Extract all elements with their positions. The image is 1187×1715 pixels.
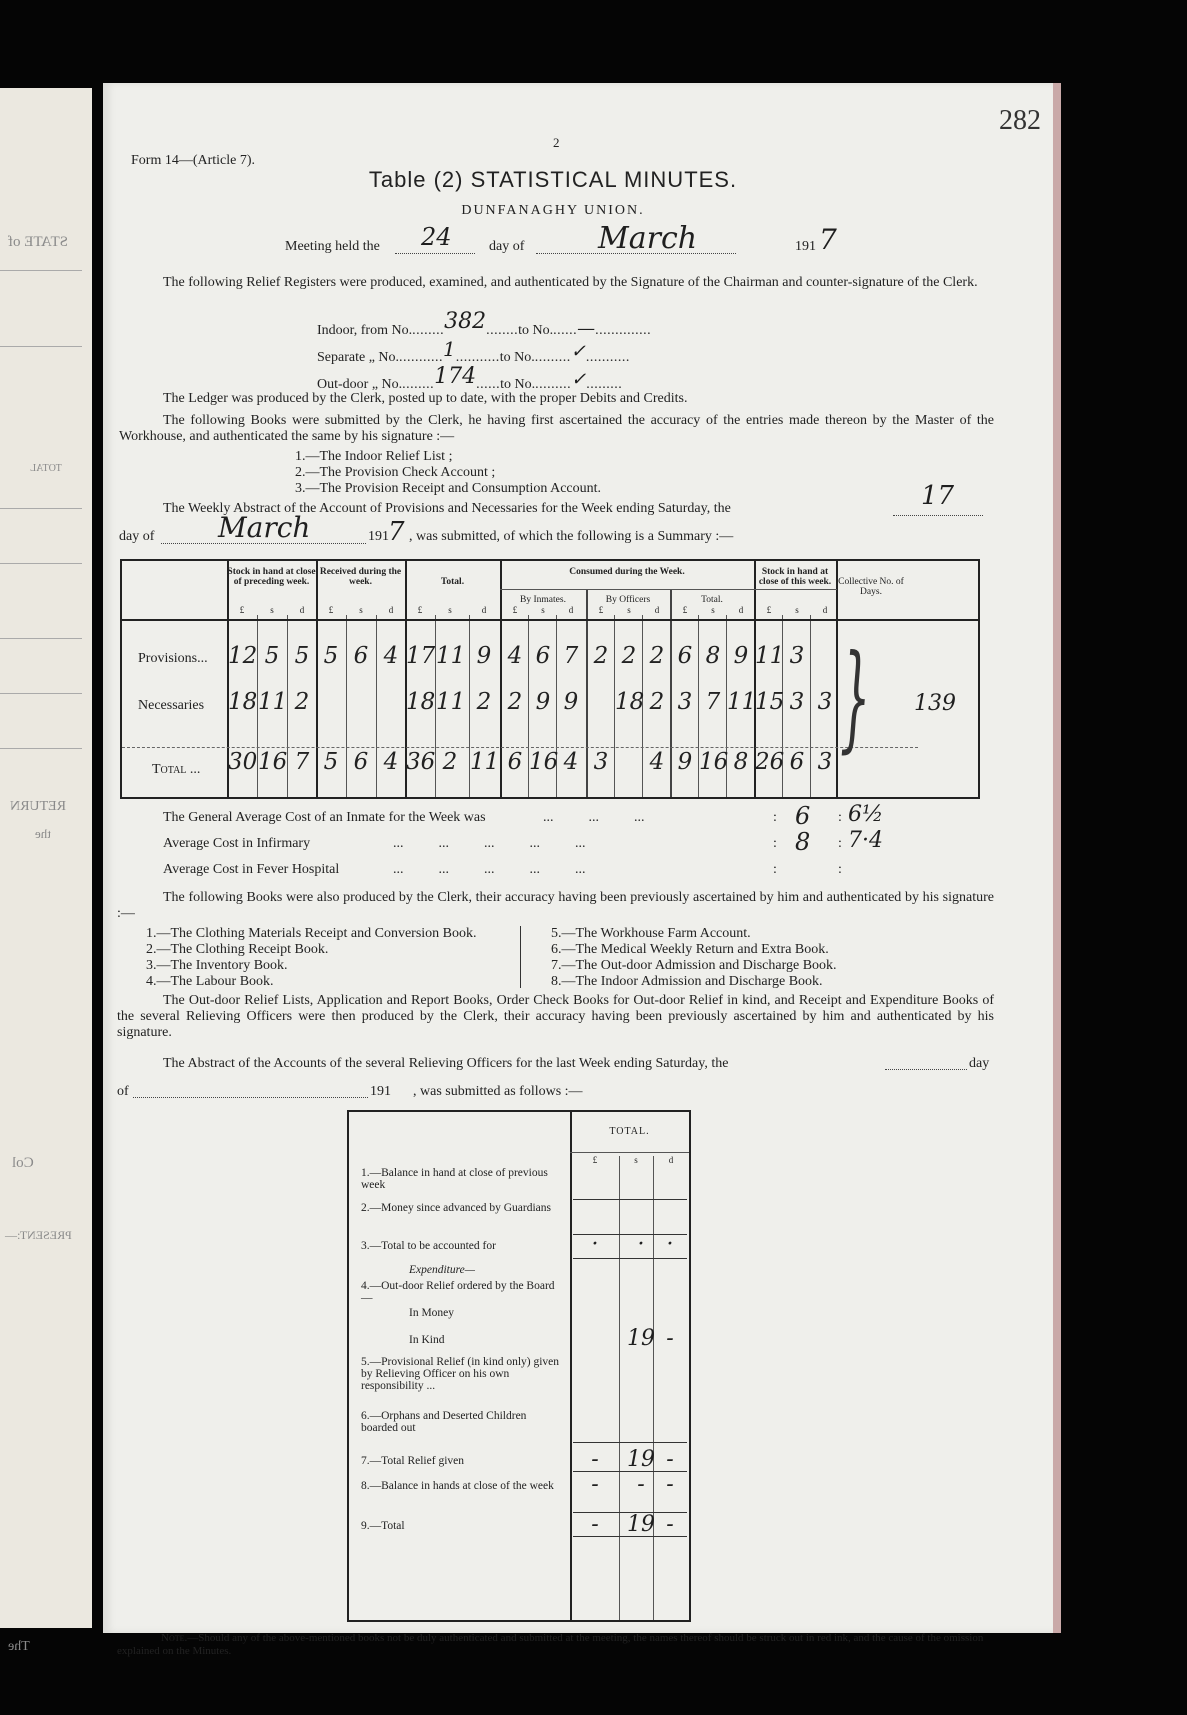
table-cell: 16 xyxy=(258,749,288,775)
accounts-row-label: 9.—Total xyxy=(361,1520,405,1532)
average-general-d: 6½ xyxy=(848,802,884,827)
table-cell: 5 xyxy=(323,749,339,775)
table-cell: 30 xyxy=(228,749,258,775)
page-number: 282 xyxy=(999,105,1041,136)
list-item: 4.—The Labour Book. xyxy=(146,974,274,989)
average-general-label: The General Average Cost of an Inmate for the Week was xyxy=(163,810,486,825)
table-cell: 6 xyxy=(353,643,369,669)
header-by-inmates: By Inmates. xyxy=(520,595,566,605)
table-cell: 17 xyxy=(406,643,436,669)
register-indoor-from: 382 xyxy=(444,309,487,334)
table-cell: 4 xyxy=(383,643,399,669)
average-infirmary-s: 8 xyxy=(795,828,811,856)
average-infirmary-d: 7·4 xyxy=(848,828,883,853)
meeting-day: 24 xyxy=(421,223,452,251)
table-cell: 9 xyxy=(563,689,579,715)
unit-label: £ xyxy=(512,605,518,615)
form-label: Form 14—(Article 7). xyxy=(131,153,256,168)
header-stock-close: Stock in hand at close of this week. xyxy=(758,567,832,587)
books-clerk-left xyxy=(146,926,477,990)
prev-heading: STATE of xyxy=(8,234,69,250)
accounts-row-label: 4.—Out-door Relief ordered by the Board— xyxy=(361,1280,555,1304)
table-cell: 8 xyxy=(705,643,721,669)
footnote-prefix: Note. xyxy=(161,1632,188,1644)
unit-label: d xyxy=(654,605,660,615)
meeting-year-prefix: 191 xyxy=(795,239,816,254)
table-cell: 4 xyxy=(649,749,665,775)
register-indoor: Indoor, from No.........382........to No.......—.............. xyxy=(317,309,652,339)
meeting-month: March xyxy=(598,221,698,256)
list-item: 3.—The Inventory Book. xyxy=(146,958,288,973)
prev-col: Col xyxy=(12,1155,34,1171)
row-label-provisions: Provisions... xyxy=(138,651,208,666)
books-intro: The following Books were submitted by the Clerk, he having first ascertained the accuracy of the entries made thereon by the Master of the Workhouse, and authenticated the same by his signature :— xyxy=(119,413,994,444)
table-cell: 3 xyxy=(817,749,833,775)
table-cell: 7 xyxy=(563,643,579,669)
register-separate: Separate „ No............1...........to No..........✓........... xyxy=(317,337,630,365)
accounts-cell: · xyxy=(666,1232,674,1257)
list-item: 8.—The Indoor Admission and Discharge Book. xyxy=(551,974,823,989)
prev-present: PRESENT:— xyxy=(5,1228,72,1242)
brace-mark: } xyxy=(840,631,871,766)
table-cell: 9 xyxy=(733,643,749,669)
accounts-row-label: 2.—Money since advanced by Guardians xyxy=(361,1202,552,1214)
weekly-abstract-year-digit: 7 xyxy=(388,517,405,547)
accounts-rule xyxy=(573,1442,687,1443)
accounts-rule xyxy=(573,1536,687,1537)
table-cell: 6 xyxy=(535,643,551,669)
header-by-officers: By Officers xyxy=(605,595,651,605)
table-cell: 5 xyxy=(264,643,280,669)
table-cell: 9 xyxy=(476,643,492,669)
table-cell: 2 xyxy=(507,689,523,715)
prev-the-2: The xyxy=(8,1639,30,1654)
table-cell: 12 xyxy=(228,643,258,669)
table-cell: 15 xyxy=(755,689,785,715)
unit-label: £ xyxy=(417,605,423,615)
table-cell: 5 xyxy=(294,643,310,669)
unit-label: £ xyxy=(682,605,688,615)
table-cell: 3 xyxy=(817,689,833,715)
table-cell: 5 xyxy=(323,643,339,669)
ledger-text: The Ledger was produced by the Clerk, posted up to date, with the proper Debits and Credits. xyxy=(163,391,688,406)
weekly-abstract-year-prefix: 191 xyxy=(368,529,389,544)
average-fever-label: Average Cost in Fever Hospital xyxy=(163,862,340,877)
accounts-row-label: 5.—Provisional Relief (in kind only) given by Relieving Officer on his own responsibility ... xyxy=(361,1356,560,1392)
unit-label: s xyxy=(795,605,799,615)
prev-return: RETURN xyxy=(10,799,66,814)
accounts-table: TOTAL. £ s d 1.—Balance in hand at close of previous week 2.—Money since advanced by Guardians 3.—Total to be accounted for · · · Expenditure— 4.—Out-door Relief ordered by the Board— In Money In Kind 19 - 5.—Provisional Relief (in kind only) given by Relieving Officer on his own responsibility ... 6.—Orphans and Deserted Children boarded out 7.—Total Relief given - 19 - 8.—Balance in hands at close of the week - - - 9.—Total - 19 - xyxy=(347,1110,691,1622)
unit-label: d xyxy=(388,605,394,615)
prev-the: the xyxy=(35,826,51,841)
prev-total: TOTAL xyxy=(30,463,62,474)
table-cell: 6 xyxy=(789,749,805,775)
unit-label: d xyxy=(481,605,487,615)
footnote xyxy=(117,1632,1002,1658)
list-item: 7.—The Out-door Admission and Discharge Book. xyxy=(551,958,837,973)
average-infirmary-label: Average Cost in Infirmary xyxy=(163,836,311,851)
table-cell: 11 xyxy=(755,643,785,669)
list-item: 2.—The Provision Check Account ; xyxy=(295,465,496,480)
table-cell: 11 xyxy=(727,689,757,715)
table-cell: 3 xyxy=(677,689,693,715)
table-cell: 16 xyxy=(529,749,559,775)
list-item: 6.—The Medical Weekly Return and Extra Book. xyxy=(551,942,829,957)
accounts-cell: - xyxy=(591,1447,599,1472)
unit-label: s xyxy=(541,605,545,615)
accounts-cell: - xyxy=(666,1512,674,1537)
unit-label: £ xyxy=(328,605,334,615)
list-item: 1.—The Clothing Materials Receipt and Conversion Book. xyxy=(146,926,477,941)
table-cell: 11 xyxy=(436,689,466,715)
table-cell: 11 xyxy=(436,643,466,669)
table-cell: 11 xyxy=(470,749,500,775)
relieving-abstract-line1: The Abstract of the Accounts of the several Relieving Officers for the last Week ending Saturday, the xyxy=(163,1056,729,1071)
list-divider xyxy=(520,926,521,988)
accounts-row-label: 7.—Total Relief given xyxy=(361,1455,464,1467)
average-general-s: 6 xyxy=(795,802,811,830)
form-page: 282 2 Form 14—(Article 7). Table (2) STATISTICAL MINUTES. DUNFANAGHY UNION. Meeting held the 24 day of March 191 7 The following Relief Registers were produced, examined, and authenticated by the Signature of the Chairman and counter-signature of the Clerk. Indoor, from No.........382........to No.......—.............. Separate „ No............1...........to No..........✓........... Out-door „ No.........174......to No..........✓......... The Ledger was produced by the Clerk, posted up to date, with the proper Debits and Credits. The following Books were submitted by the Clerk, he having first ascertained the accuracy of the entries made thereon by the Master of the Workhouse, and authenticated the same by his signature :— 1.—The Indoor Relief List ; 2.—The Provision Check Account ; 3.—The Provision Receipt and Consumption Account. The Weekly Abstract of the Account of Provisions and Necessaries for the Week ending Saturday, the 17 day of March 191 7 , was submitted, of which the following is a Summary :— Stock in hand at close of preceding week. Received during the week. Total. Consumed during the Week. By Inmates. By Officers Total. Stock in hand at close of this week. Collective No. of Days. £ s d £ s d £ s d £ s d £ s d £ s d £ s d 12 5 5 5 6 4 17 11 9 4 6 7 2 2 2 6 8 9 11 3 18 11 2 18 11 2 2 9 9 18 2 3 7 11 15 3 3 30 16 7 5 6 4 36 2 11 6 16 4 3 4 9 16 8 26 6 3 Provisions... Necessaries Total ... } 139 The General Average Cost of an Inmate for the Week was ... ... ... : 6 : 6½ Average Cost in Infirmary ... ... ... ... ... : 8 : 7·4 Average Cost in Fever Hospital ... ... ... ... ... : : The following Books were also produced by the Clerk, their accuracy having been previously ascertained by him and authenticated by his signature :— 1.—The Clothing Materials Receipt and Conversion Book. 2.—The Clothing Receipt Book. 3.—The Inventory Book. 4.—The Labour Book. 5.—The Workhouse Farm Account. 6.—The Medical Weekly Return and Extra Book. 7.—The Out-door Admission and Discharge Book. 8.—The Indoor Admission and Discharge Book. The Out-door Relief Lists, Application and Report Books, Order Check Books for Out-door Relief in kind, and Receipt and Expenditure Books of the several Relieving Officers were then produced by the Clerk, their accuracy having been previously ascertained by him and authenticated by his signature. The Abstract of the Accounts of the several Relieving Officers for the last Week ending Saturday, the day of 191 , was submitted as follows :— TOTAL. £ s d 1.—Balance in hand at close of previous week 2.—Money since advanced by Guardians 3.—Total to be accounted for · · · Expenditure— 4.—Out-door Relief ordered by the Board— In Money In Kind 19 - 5.—Provisional Relief (in kind only) given by Relieving Officer on his own responsibility ... 6.—Orphans and Deserted Children boarded out 7.—Total Relief given - 19 - 8.—Balance in hands at close of the week - - - 9.—Total - 19 - Note.—Should any of the above-mentioned books not be duly authenticated and submitted at the meeting, the names thereof should be struck out in red ink, and the cause of the omission explained on the Minutes. xyxy=(103,83,1053,1633)
unit-label: d xyxy=(738,605,744,615)
accounts-cell: - xyxy=(666,1472,674,1497)
accounts-cell: · xyxy=(637,1232,645,1257)
table-cell: 2 xyxy=(621,643,637,669)
table-cell: 16 xyxy=(699,749,729,775)
table-cell: 2 xyxy=(476,689,492,715)
table-cell: 6 xyxy=(507,749,523,775)
meeting-year-digit: 7 xyxy=(819,223,837,256)
table-cell: 7 xyxy=(705,689,721,715)
collective-days: 139 xyxy=(914,691,956,716)
unit-label: s xyxy=(359,605,363,615)
table-cell: 18 xyxy=(406,689,436,715)
table-cell: 4 xyxy=(507,643,523,669)
accounts-cell: 19 xyxy=(627,1447,655,1472)
books-master-list xyxy=(295,449,601,497)
weekly-abstract-tail: , was submitted, of which the following is a Summary :— xyxy=(409,529,734,544)
unit-label: s xyxy=(627,605,631,615)
table-cell: 4 xyxy=(383,749,399,775)
accounts-total-header: TOTAL. xyxy=(609,1126,650,1137)
sheet-number: 2 xyxy=(553,135,560,150)
unit-label: s xyxy=(270,605,274,615)
unit-label: s xyxy=(711,605,715,615)
accounts-rule xyxy=(573,1199,687,1200)
table-cell: 3 xyxy=(789,689,805,715)
register-outdoor: Out-door „ No.........174......to No..........✓......... xyxy=(317,364,623,392)
weekly-abstract-month: March xyxy=(218,511,311,544)
accounts-row-label: In Money xyxy=(409,1307,455,1319)
header-collective: Collective No. of Days. xyxy=(838,577,904,597)
table-cell: 8 xyxy=(733,749,749,775)
accounts-cell: - xyxy=(591,1512,599,1537)
unit-label: £ xyxy=(239,605,245,615)
page-edge xyxy=(1053,83,1061,1633)
previous-page-fragment xyxy=(0,88,92,1654)
list-item: 1.—The Indoor Relief List ; xyxy=(295,449,453,464)
table-cell: 3 xyxy=(593,749,609,775)
relieving-abstract-tail: , was submitted as follows :— xyxy=(413,1084,583,1099)
table-cell: 11 xyxy=(258,689,288,715)
row-label-total: Total ... xyxy=(152,762,201,777)
accounts-cell: - xyxy=(666,1447,674,1472)
list-item: 5.—The Workhouse Farm Account. xyxy=(551,926,751,941)
footnote-text: —Should any of the above-mentioned books not be duly authenticated and submitted at the meeting, the names thereof should be struck out in red ink, and the cause of the omission explained on the Minutes. xyxy=(117,1632,984,1657)
table-cell: 6 xyxy=(677,643,693,669)
table-cell: 2 xyxy=(649,689,665,715)
accounts-cell: - xyxy=(637,1472,645,1497)
list-item: 2.—The Clothing Receipt Book. xyxy=(146,942,329,957)
averages-block: The General Average Cost of an Inmate for the Week was ... ... ... : 6 : 6½ Average Cost in Infirmary ... ... ... ... ... : 8 : 7·4 Average Cost in Fever Hospital ... ... ... ... ... : : xyxy=(163,802,884,877)
unit-label: d xyxy=(822,605,828,615)
accounts-row-label: 3.—Total to be accounted for xyxy=(361,1240,496,1252)
weekly-abstract-line1: The Weekly Abstract of the Account of Provisions and Necessaries for the Week ending Saturday, the xyxy=(163,501,731,516)
table-cell: 2 xyxy=(649,643,665,669)
table-cell: 9 xyxy=(677,749,693,775)
table-cell: 2 xyxy=(294,689,310,715)
union-name: DUNFANAGHY UNION. xyxy=(461,203,645,218)
meeting-day-word: day of xyxy=(489,239,525,254)
table-cell: 7 xyxy=(294,749,310,775)
table-cell: 36 xyxy=(406,749,436,775)
accounts-row-label: In Kind xyxy=(409,1334,445,1346)
accounts-row-label: Expenditure— xyxy=(409,1264,476,1276)
unit-label: d xyxy=(299,605,305,615)
header-stock-prev: Stock in hand at close of preceding week. xyxy=(227,567,316,587)
accounts-cell: - xyxy=(591,1472,599,1497)
weekly-abstract-day-of: day of xyxy=(119,529,155,544)
accounts-row-label: 8.—Balance in hands at close of the week xyxy=(361,1480,554,1492)
unit-label: s xyxy=(448,605,452,615)
table-cell: 6 xyxy=(353,749,369,775)
meeting-label: Meeting held the xyxy=(285,239,380,254)
page-title: Table (2) STATISTICAL MINUTES. xyxy=(368,167,738,192)
table-cell: 26 xyxy=(755,749,785,775)
registers-text: The following Relief Registers were produced, examined, and authenticated by the Signature of the Chairman and counter-signature of the Clerk. xyxy=(163,275,978,290)
unit-label: £ xyxy=(598,605,604,615)
books-clerk-right xyxy=(551,926,837,990)
books-clerk-intro: The following Books were also produced by the Clerk, their accuracy having been previously ascertained by him and authenticated by his signature :— xyxy=(117,890,994,921)
accounts-cell: 19 xyxy=(627,1512,655,1537)
table-cell: 4 xyxy=(563,749,579,775)
header-total: Total. xyxy=(440,577,465,587)
table-cell: 3 xyxy=(789,643,805,669)
summary-table xyxy=(120,559,980,799)
accounts-cell: · xyxy=(591,1232,599,1257)
accounts-cell: - xyxy=(666,1326,674,1351)
accounts-rule xyxy=(573,1258,687,1259)
accounts-row-label: 1.—Balance in hand at close of previous week xyxy=(361,1167,548,1191)
header-consumed-total: Total. xyxy=(701,595,723,605)
unit-label: £ xyxy=(766,605,772,615)
header-consumed: Consumed during the Week. xyxy=(569,567,685,577)
list-item: 3.—The Provision Receipt and Consumption Account. xyxy=(295,481,602,496)
accounts-row-label: 6.—Orphans and Deserted Children boarded out xyxy=(361,1410,527,1434)
header-received: Received during the week. xyxy=(319,567,402,587)
row-label-necessaries: Necessaries xyxy=(138,698,205,713)
table-cell: 9 xyxy=(535,689,551,715)
accounts-cell: 19 xyxy=(627,1326,655,1351)
outdoor-text: The Out-door Relief Lists, Application and Report Books, Order Check Books for Out-door Relief in kind, and Receipt and Expenditure Books of the several Relieving Officers were then produced by the Clerk, their accuracy having been previously ascertained by him and authenticated by his signature. xyxy=(117,993,994,1040)
table-cell: 2 xyxy=(442,749,458,775)
unit-label: d xyxy=(568,605,574,615)
table-cell: 18 xyxy=(615,689,645,715)
table-cell: 18 xyxy=(228,689,258,715)
table-cell: 2 xyxy=(593,643,609,669)
weekly-abstract-day: 17 xyxy=(921,481,955,511)
